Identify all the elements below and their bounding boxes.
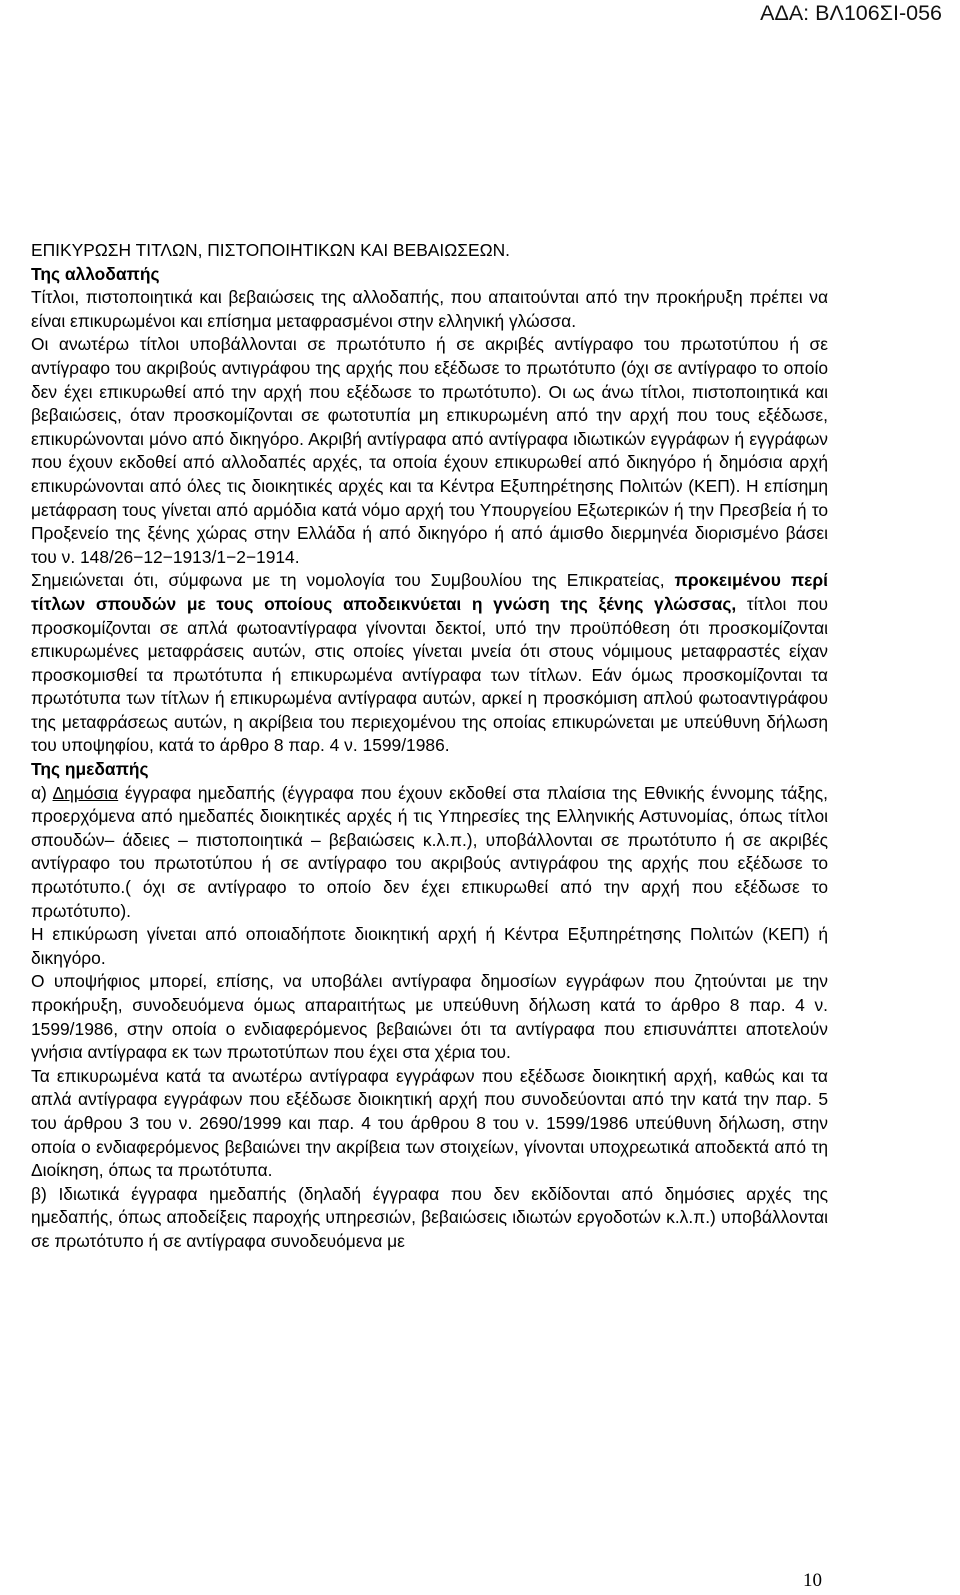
paragraph-private-documents: β) Ιδιωτικά έγγραφα ημεδαπής (δηλαδή έγγραφα που δεν εκδίδονται από δημόσιες αρχές της ημεδαπής, όπως αποδείξεις παροχής υπηρεσιών, βεβαιώσεις ιδιωτών εργοδοτών κ.λ.π.) υποβάλλονται σε πρωτότυπο ή σε αντίγραφα συνοδευόμενα με <box>31 1183 828 1251</box>
paragraph-foreign-submission: Οι ανωτέρω τίτλοι υποβάλλονται σε πρωτότυπο ή σε ακριβές αντίγραφο του πρωτοτύπου ή σε αντίγραφο του ακριβούς αντιγράφου της αρχής που εξέδωσε το πρωτότυπο (όχι σε αντίγραφο το οποίο δεν έχει επικυρωθεί από την αρχή που εξέδωσε το πρωτότυπο). Οι ως άνω τίτλοι, πιστοποιητικά και βεβαιώσεις, όταν προσκομίζονται σε φωτοτυπία μη επικυρωμένη από την αρχή που τους εξέδωσε, επικυρώνονται μόνο από δικηγόρο. Ακριβή αντίγραφα από αντίγραφα ιδιωτικών εγγράφων ή εγγράφων που έχουν εκδοθεί από αλλοδαπές αρχές, τα οποία έχουν επικυρωθεί από δικηγόρο ή δημόσια αρχή επικυρώνονται από όλες τις διοικητικές αρχές και τα Κέντρα Εξυπηρέτησης Πολιτών (ΚΕΠ). Η επίσημη μετάφραση τους γίνεται από αρμόδια κατά νόμο αρχή του Υπουργείου Εξωτερικών ή την Πρεσβεία ή το Προξενείο της ξένης χώρας στην Ελλάδα ή από δικηγόρο ή από άμισθο διερμηνέα διορισμένο βάσει του ν. 148/26−12−1913/1−2−1914. <box>31 334 828 567</box>
case-law-emphasis: προκειμένου περί τίτλων σπουδών με τους οποίους αποδεικνύεται η γνώση της ξένης γλώσσας, <box>31 570 829 614</box>
document-title: ΕΠΙΚΥΡΩΣΗ ΤΙΤΛΩΝ, ΠΙΣΤΟΠΟΙΗΤΙΚΩΝ ΚΑΙ ΒΕΒΑΙΩΣΕΩΝ. <box>31 240 510 260</box>
paragraph-certified-copies: Τα επικυρωμένα κατά τα ανωτέρω αντίγραφα εγγράφων που εξέδωσε διοικητική αρχή, καθώς και τα απλά αντίγραφα εγγράφων που εξέδωσε διοικητική αρχή που συνοδεύονται από την κατά την παρ. 5 του άρθρου 3 του ν. 2690/1999 και παρ. 4 του άρθρου 8 του ν. 1599/1986 υπεύθυνη δήλωση, στην οποία ο ενδιαφερόμενος βεβαιώνει την ακρίβεια των στοιχείων, γίνονται υποχρεωτικά αποδεκτά από τη Διοίκηση, όπως τα πρωτότυπα. <box>31 1065 828 1181</box>
paragraph-candidate: Ο υποψήφιος μπορεί, επίσης, να υποβάλει αντίγραφα δημοσίων εγγράφων που ζητούνται με την προκήρυξη, συνοδευόμενα όμως απαραιτήτως με υπεύθυνη δήλωση κατά το άρθρο 8 παρ. 4 ν. 1599/1986, στην οποία ο ενδιαφερόμενος βεβαιώνει ότι τα αντίγραφα που επισυνάπτει αποτελούν γνήσια αντίγραφα εκ των πρωτοτύπων που έχει στα χέρια του. <box>31 971 828 1063</box>
page-number: 10 <box>803 1570 822 1591</box>
paragraph-certification: Η επικύρωση γίνεται από οποιαδήποτε διοικητική αρχή ή Κέντρα Εξυπηρέτησης Πολιτών (ΚΕΠ) ή δικηγόρο. <box>31 924 828 968</box>
public-underlined: Δημόσια <box>52 782 119 803</box>
section-heading-foreign: Της αλλοδαπής <box>31 263 160 284</box>
public-documents-text: έγγραφα ημεδαπής (έγγραφα που έχουν εκδοθεί στα πλαίσια της Εθνικής έννομης τάξης, προερχόμενα από ημεδαπές διοικητικές αρχές ή τις Υπηρεσίες της Ελληνικής Αστυνομίας, όπως τίτλοι σπουδών– άδειες – πιστοποιητικά – βεβαιώσεις κ.λ.π.), υποβάλλονται σε πρωτότυπο ή σε ακριβές αντίγραφο του πρωτοτύπου ή σε αντίγραφο του ακριβούς αντιγράφου της αρχής που εξέδωσε το πρωτότυπο.( όχι σε αντίγραφο το οποίο δεν έχει επικυρωθεί από την αρχή που εξέδωσε το πρωτότυπο). <box>31 782 828 921</box>
paragraph-foreign-requirement: Τίτλοι, πιστοποιητικά και βεβαιώσεις της αλλοδαπής, που απαιτούνται από την προκήρυξη πρέπει να είναι επικυρωμένοι και επίσημα μεταφρασμένοι στην ελληνική γλώσσα. <box>31 287 828 331</box>
paragraph-case-law <box>31 569 828 758</box>
paragraph-public-documents <box>31 782 828 924</box>
ada-code: ΑΔΑ: ΒΛ106ΣΙ-056 <box>760 1 942 25</box>
case-law-intro: Σημειώνεται ότι, σύμφωνα με τη νομολογία του Συμβουλίου της Επικρατείας, <box>31 570 675 591</box>
document-body <box>31 239 828 1254</box>
item-label-a: α) <box>31 782 53 803</box>
section-heading-domestic: Της ημεδαπής <box>31 759 149 780</box>
case-law-rest: τίτλοι που προσκομίζονται σε απλά φωτοαντίγραφα γίνονται δεκτοί, υπό την προϋπόθεση ότι προσκομίζονται επικυρωμένες μεταφράσεις αυτών, στις οποίες γίνεται μνεία ότι στους νόμιμους μεταφραστές είχαν προσκομισθεί τα πρωτότυπα ή επικυρωμένα αντίγραφα των τίτλων. Εάν όμως προσκομίζονται τα πρωτότυπα των τίτλων ή επικυρωμένα αντίγραφα αυτών, αρκεί η προσκόμιση απλού φωτοαντιγράφου της μεταφράσεως αυτών, η ακρίβεια του περιεχομένου της οποίας επικυρώνεται με υπεύθυνη δήλωση του υποψηφίου, κατά το άρθρο 8 παρ. 4 ν. 1599/1986. <box>31 593 828 756</box>
